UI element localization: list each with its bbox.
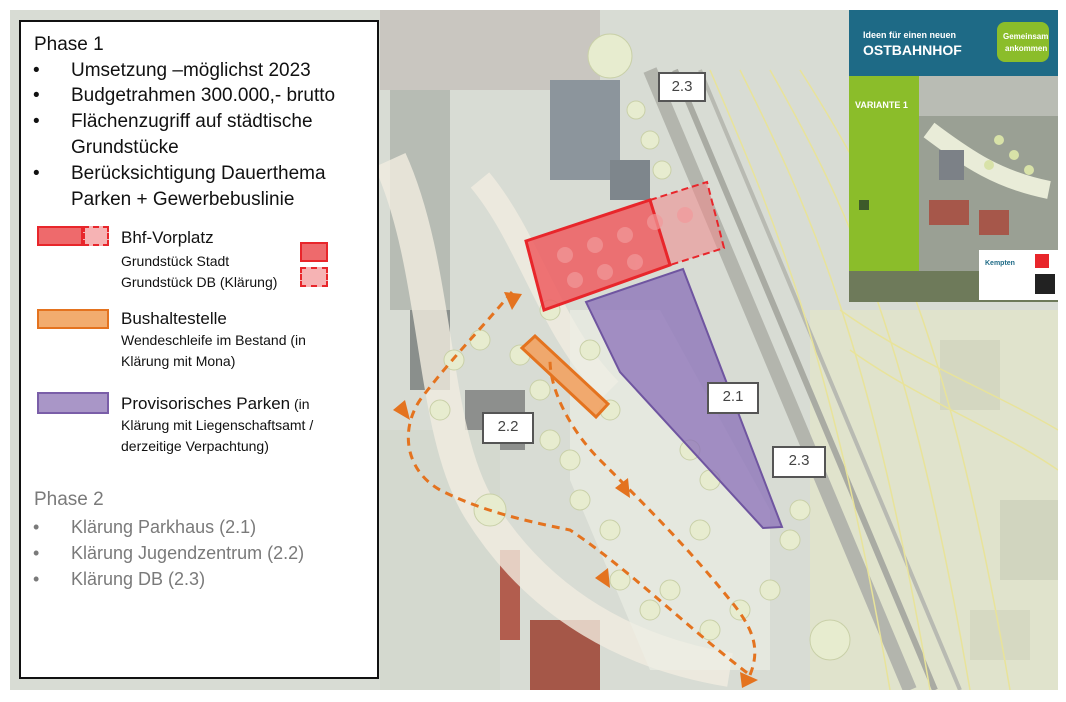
- legend-parken-title-suffix: (in: [290, 396, 310, 412]
- legend-parken-desc: Klärung mit Liegenschaftsamt / derzeitige Verpachtung): [121, 417, 314, 454]
- legend-bus-desc: Wendeschleife im Bestand (in Klärung mit Mona): [121, 332, 306, 369]
- phase2-title: Phase 2: [34, 489, 104, 510]
- legend-panel: Phase 1 • Umsetzung –möglichst 2023 • Budgetrahmen 300.000,- brutto • Flächenzugriff auf städtische Grundstücke • Berücksichtigung Dauerthema Parken + Gewerbebuslinie Bhf-Vorplatz Grundstück Stadt Grundstück DB (Klärung) Bushaltestelle Wendeschleife im Bestand (in Klärung mit Mona) Provisorisches Parken (in Klärung mit Liegenschaftsamt / derzeitige Verpachtung) Phase 2 • Klärung Parkhaus (2.1) • Klärung Jugendzentrum (2.2) • Klärung DB (2.3): [19, 20, 379, 679]
- phase1-title: Phase 1: [34, 34, 104, 55]
- poster-badge-line2: ankommen: [1005, 44, 1048, 53]
- map-label-2-1: 2.1: [707, 382, 759, 414]
- map-label-2-2: 2.2: [482, 412, 534, 444]
- legend-bus-title: Bushaltestelle: [121, 309, 227, 328]
- poster-title-line1: Ideen für einen neuen: [863, 30, 957, 40]
- legend-swatch-db: [300, 267, 328, 287]
- poster-title-line2: OSTBAHNHOF: [863, 42, 962, 58]
- map-label-2-3-top: 2.3: [658, 72, 706, 102]
- legend-vorplatz-sub1: Grundstück Stadt: [121, 253, 230, 269]
- legend-swatch-vorplatz-solid: [37, 226, 83, 246]
- legend-vorplatz-sub2: Grundstück DB (Klärung): [121, 274, 278, 290]
- legend-swatch-parken: [37, 392, 109, 414]
- legend-swatch-bus: [37, 309, 109, 329]
- poster-map-image: [849, 10, 1058, 302]
- legend-swatch-stadt: [300, 242, 328, 262]
- poster-badge-line1: Gemeinsam: [1003, 32, 1049, 41]
- legend-parken-title-row: [121, 394, 310, 414]
- map-label-2-3-right: 2.3: [772, 446, 826, 478]
- poster-variant: VARIANTE 1: [855, 100, 908, 110]
- legend-swatch-vorplatz-dashed: [83, 226, 109, 246]
- ostbahnhof-poster-thumbnail: [849, 10, 1058, 302]
- legend-vorplatz-title: Bhf-Vorplatz: [121, 228, 214, 247]
- poster-logo-text: Kempten: [985, 260, 1015, 267]
- legend-parken-title: Provisorisches Parken: [121, 394, 291, 413]
